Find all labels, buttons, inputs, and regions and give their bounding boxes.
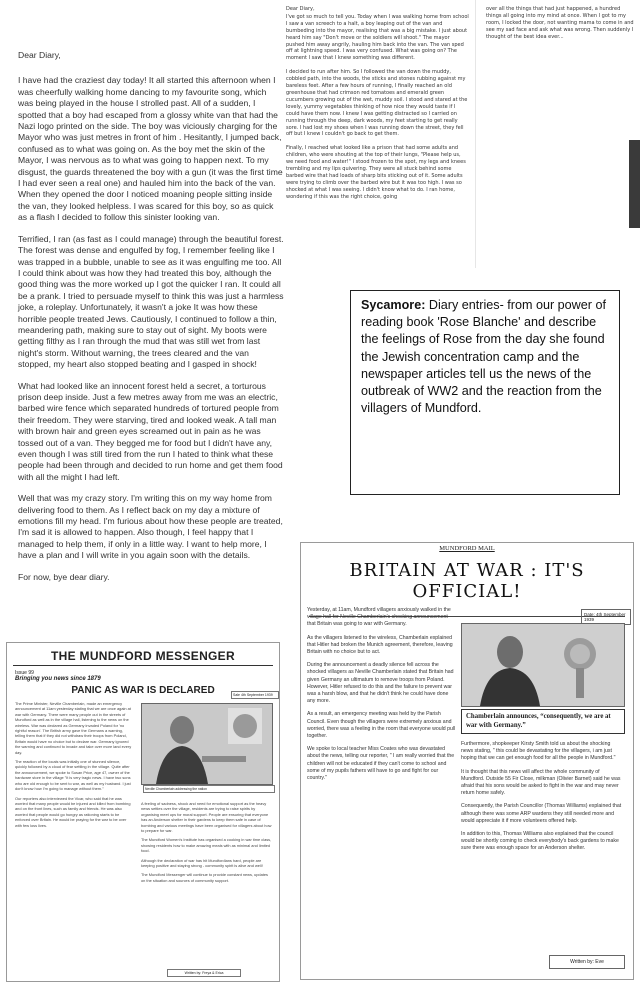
chamberlain-photo: [461, 623, 625, 707]
article-column-left: [15, 701, 133, 832]
diary-paragraph: Well that was my crazy story. I'm writing this on my way home from delivering food to them. As I reflect back on my day a mixture of emotions fill my head. I'm furious about how these people are treated, I'm sad it is allowed to happen. Also though, I feel happy that I managed to help them, if only in a little way. I want to help more, I have a plan and I will write in you again soon with the details.: [18, 493, 283, 561]
article-paragraph: As a result, an emergency meeting was held by the Parish Council. Even though the villagers were extremely anxious and worried, there was a feeling in the room that everyone would pull together.: [307, 711, 456, 740]
diary-paragraph: Terrified, I ran (as fast as I could manage) through the beautiful forest. The forest was dense and engulfed by fog, I remember feeling like I was trapped in a bubble, unable to see as it was engulfing me too. All I could think about was how they had treated this boy, although the good thing was the more worked up I got the quicker I ran. It could all be a prank. I tried to persuade myself to think this was just a harmless joke, a roleplay. Unfortunately, it wasn't a joke It was how these horrible people treated Jews. Cautiously, I continued to follow a thin, meandering path, making sure to stay out of sight. My boots were getting filthy as I ran through the mud that was still wet from last night's storm. Without warning, the trees cleared and the van stopped, my heart also stopped beating and I gasped in shock!: [18, 233, 284, 370]
diary-paragraph: Finally, I reached what looked like a prison that had some adults and children, who were shouting at the top of their lungs, "Please help us, we need food and water!" I stood frozen to the spot, my legs and knees trembling and my lips quivering. They were all stuck behind some barbed wire that had loads of sharp bits sticking out of it. Some adults were trying to climb over the barbed wire but it was too high. I was so shocked at what I was seeing. I didn't know what to do. I ran home, wondering if this was the right choice, going: [286, 145, 466, 200]
diary-paragraph: over all the things that had just happened, a hundred things all going into my mind at once. When I got to my room, I locked the door, not wanting mama to come in and see my sad face and ask what was wrong. Then suddenly I thought of the best idea ever...: [486, 6, 634, 40]
article-paragraph: Yesterday, at 11am, Mundford villagers anxiously walked in the village hall for Neville Chamberlain's shocking announcement that Britain was going to war with Germany.: [307, 607, 451, 628]
article-paragraph: The reaction of the locals was initially one of stunned silence, quickly followed by a cloud of fear settling in the village. Quite after the announcement, we spoke to Susan Price, age 47, owner of the hardware store in the village "It is very tragic news. I have two sons who are old enough to be sent to war, as well as my husband. I just don't know how I'm going to manage without them.": [15, 759, 131, 792]
scroll-tab: [629, 140, 640, 228]
issue-number: Issue 99: [15, 670, 34, 676]
mundford-mail-newspaper: [300, 542, 634, 980]
newspaper-headline: BRITAIN AT WAR : IT'S OFFICIAL!: [349, 560, 585, 602]
article-paragraph: We spoke to local teacher Miss Coates who was devastated about the news, telling our reporter, " I am really worried that the children will not be educated if they can't come to school and some of my pupils fathers will have to go and fight for our country.": [307, 746, 455, 782]
article-column-right: [141, 801, 273, 887]
date-box: Date: 4th September 1939: [581, 609, 631, 625]
photo-caption: Chamberlain announces, “consequently, we are at war with Germany.”: [461, 709, 625, 734]
newspaper-masthead: MUNDFORD MAIL: [439, 545, 495, 552]
date-box: Sale 4th September 1939: [231, 691, 279, 699]
sycamore-label: Sycamore:: [361, 298, 426, 312]
diary-greeting: Dear Diary,: [286, 6, 315, 12]
diary-paragraph: I've got so much to tell you. Today when I was walking home from school I saw a van screech to a halt, a boy leaping out of the van and bumbeding into the mayor, realising that was a big mistake. I just about heard him say "Don't move or the soldiers will shoot." The mayor pushed him away angrily, hauling him back into the van. The van sped off at lightning speed. I was very confused. What was going on? The moment I saw that I knew something was different.: [286, 13, 469, 62]
article-paragraph: Consequently, the Parish Councillor (Thomas Williams) explained that although there was some ARP wardens they still needed more and would appreciate it if more volunteers offered help.: [461, 803, 622, 824]
writer-credit: Written by: Freya & Erica: [167, 969, 241, 977]
article-paragraph: Our reporters also interviewed the Vicar, who said that he was worried that many people would be injured and killed from bombing and on the front lines, such as family and friends. He was also worried that people would go hungry as rationing starts to be enforced over Britain. He would be praying for the war to be over with few loss lives.: [15, 795, 131, 828]
article-paragraph: The Mundford Women's Institute has organised a cooking in war time class, showing residents how to make amazing meals with as minimal and limited food.: [141, 837, 272, 854]
sycamore-text: Diary entries- from our power of reading book 'Rose Blanche' and describe the feelings of Rose from the day she found the Jewish concentration camp and the newspaper articles tell us the news of the outbreak of WW2 and the reaction from the villagers of Mundford.: [361, 298, 606, 416]
diary-paragraph: For now, bye dear diary.: [18, 571, 110, 582]
sycamore-description-box: [350, 290, 620, 495]
article-paragraph: During the announcement a deadly silence fell across the shocked villagers as Neville Chamberlain stated that Britain had given Germany an ultimatum to remove troops from Poland. However, Hitler refused to do this and the failure to prevent war was a harsh blow, and that he didn't think he could have done any more.: [307, 662, 454, 705]
newspaper-headline: PANIC AS WAR IS DECLARED: [71, 685, 215, 696]
article-column-left: [307, 607, 457, 788]
mundford-messenger-newspaper: [6, 642, 280, 982]
diary-paragraph: I have had the craziest day today! It all started this afternoon when I was cheerfully walking home dancing to my favourite song, which was being played in the house I strolled past. All of a sudden, I spotted that a boy had escaped from a glossy white van that had the Nazi logo printed on the side. The boy was viciously charging for the Mayor who was just metres in front of him . Hesitantly, I jumped back, confused as to what was going on. As the boy met the skin of the Mayor, I was nervous as to what was going to happen next. To my disgust, the guards threatened the boy with a gun (it was the first time I had ever seen a real one) and hauled him into the back of the van. When they opened the door I noticed moaning people sitting inside the van, they looked helpless. I was scared for this boy, so as quick as a flash I decided to follow this sinister looking van.: [18, 75, 283, 223]
article-paragraph: Furthermore, shopkeeper Kirsty Smith told us about the shocking news stating, " this could be devastating for the villagers, i am just hoping that we can get enough food for all the people in Mundford.": [461, 741, 616, 762]
diary-paragraph: What had looked like an innocent forest held a secret, a torturous prison deep inside. Just a few metres away from me was an electric, barbed wire fence which separated hundreds of tortured people from their freedom. They were starving, tired and looked weak. A tall man with brown hair and green eyes screamed out in pain as he was tossed out of a van. They begged me for food but I didn't have any, even though I was still tired from the run I hated to think what these people had been through and decided to run home and get them food with all the might I had left.: [18, 380, 283, 482]
typed-diary-page: [4, 0, 284, 640]
article-paragraph: The Mundford Messenger will continue to provide constant news, updates on the situation and sources of community support.: [141, 872, 268, 883]
article-column-right: [461, 741, 623, 859]
article-paragraph: A feeling of sadness, shock and need for emotional support as the heavy news settles over the village, residents are trying to raise spirits by organising meet ups for moral support. People are ensuring that everyone has an Anderson shelter in their gardens to keep them safe in case of bombing and various meetings have been organised for villagers about how to prepare for war.: [141, 801, 272, 834]
writer-credit: Written by: Eve: [549, 955, 625, 969]
article-paragraph: In addition to this, Thomas Williams also explained that the council would be shortly coming to check everybody's back gardens to make sure there was enough space for an Anderson shelter.: [461, 831, 619, 852]
handwritten-diary-continued: [482, 0, 640, 52]
newspaper-title: THE MUNDFORD MESSENGER: [51, 649, 235, 663]
article-paragraph: As the villagers listened to the wireless, Chamberlain explained that Hitler had broken the Munich agreement, therefore, leaving Britain with no choice but to act.: [307, 634, 453, 656]
chamberlain-photo: [141, 703, 273, 785]
diary-paragraph: I decided to run after him. So I followed the van down the muddy, cobbled path, into the woods, the sticks and stones rubbing against my bareless feet. After a few hours of running, I finally reached an old greenhouse that had crimson red tomatoes and emerald green cucumbers growing out of the wet, muddy soil. I stood and stared at the lovely, yummy vegetables thinking of how nice they would taste if I could have them now. I knew I was getting distracted so I carried on running through the deep, dark woods, my feet starting to get really sore. I had lost my shoes when I was running down the street, they fell off but I knew I couldn't go back to get them.: [286, 69, 468, 138]
article-paragraph: The Prime Minister, Neville Chamberlain, made an emergency announcement at 11am yesterday stating that we are once again at war with Germany. There were many people out in the streets of Mundford as well as in the village hall, listening to the news on the wireless. War was declared as Germany invaded Poland for 'no rightful reason'. The British army gave the Germans a warning, telling them that if they did not withdraw their troops from Poland, Britain would have no choice but to declare war. Germany ignored the warning and continued to invade and take over more land every day.: [15, 701, 132, 755]
handwritten-diary-page: [284, 0, 476, 268]
article-paragraph: It is thought that this news will affect the whole community of Mundford. Outside 55 Fir Close, milkman (Olivier Barnet) said he was afraid that his sons would be asked to fight in the war and may never return home safely.: [461, 768, 621, 797]
newspaper-tagline: Bringing you news since 1879: [15, 676, 101, 682]
diary-greeting: Dear Diary,: [18, 50, 61, 60]
photo-caption: Neville Chamberlain addressing the nation: [143, 785, 275, 793]
article-paragraph: Although the declaration of war has hit Mundfordians hard, people are keeping positive and staying strong - community spirit is alive and well!: [141, 857, 263, 869]
